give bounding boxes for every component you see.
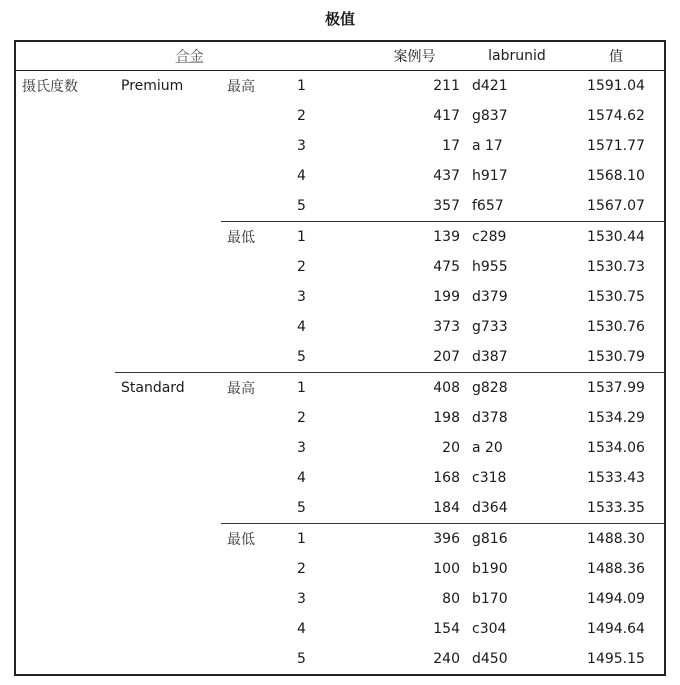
extreme-label: 最高 <box>227 79 255 95</box>
labrunid-cell: d378 <box>472 410 508 426</box>
extreme-label <box>221 554 291 584</box>
group-label <box>115 433 221 463</box>
variable-label <box>15 554 115 584</box>
labrunid-cell: b190 <box>472 561 508 577</box>
value-cell: 1494.64 <box>587 621 645 637</box>
value-cell: 1534.06 <box>587 440 645 456</box>
extreme-label <box>221 342 291 373</box>
extreme-label <box>221 282 291 312</box>
labrunid-cell: a 17 <box>472 138 503 154</box>
header-labrunid: labrunid <box>466 41 568 71</box>
table-row <box>15 403 665 433</box>
rank-cell: 4 <box>297 470 306 486</box>
rank-cell: 4 <box>297 621 306 637</box>
value-cell: 1530.44 <box>568 222 665 253</box>
variable-label <box>15 493 115 524</box>
value-cell: 1567.07 <box>587 198 645 214</box>
table-row <box>15 101 665 131</box>
table-row <box>15 463 665 493</box>
labrunid-cell: g816 <box>466 524 568 555</box>
table-row <box>15 71 665 102</box>
rank-cell: 2 <box>297 561 306 577</box>
extreme-label <box>221 161 291 191</box>
rank-cell: 3 <box>297 289 306 305</box>
case-number-cell: 211 <box>433 78 460 94</box>
rank-cell: 1 <box>291 373 363 404</box>
group-label: Standard <box>115 373 221 404</box>
case-number-cell: 437 <box>433 168 460 184</box>
value-cell: 1530.76 <box>587 319 645 335</box>
labrunid-cell: c289 <box>466 222 568 253</box>
value-cell: 1591.04 <box>587 78 645 94</box>
labrunid-cell: h955 <box>472 259 508 275</box>
value-cell: 1574.62 <box>587 108 645 124</box>
table-row <box>15 614 665 644</box>
table-row <box>15 554 665 584</box>
variable-label <box>15 403 115 433</box>
table-row <box>15 191 665 222</box>
group-label <box>115 524 221 555</box>
group-label <box>115 191 221 222</box>
labrunid-cell: g828 <box>466 373 568 404</box>
labrunid-cell: d379 <box>472 289 508 305</box>
extreme-label: 最高 <box>221 373 291 404</box>
header-row <box>15 41 665 71</box>
value-cell: 1571.77 <box>587 138 645 154</box>
group-label <box>115 403 221 433</box>
table-row <box>15 282 665 312</box>
labrunid-cell: a 20 <box>472 440 503 456</box>
group-label <box>115 614 221 644</box>
header-case-number: 案例号 <box>363 41 466 71</box>
extreme-label: 最低 <box>221 222 291 253</box>
extreme-label <box>221 433 291 463</box>
table-body <box>15 71 665 676</box>
value-cell: 1568.10 <box>587 168 645 184</box>
extreme-label <box>221 131 291 161</box>
group-label <box>115 282 221 312</box>
rank-cell: 1 <box>291 524 363 555</box>
value-cell: 1488.30 <box>568 524 665 555</box>
case-number-cell: 198 <box>433 410 460 426</box>
group-label <box>115 131 221 161</box>
variable-label <box>15 373 115 404</box>
case-number-cell: 139 <box>363 222 466 253</box>
extreme-label <box>221 463 291 493</box>
variable-label <box>15 191 115 222</box>
rank-cell: 2 <box>297 410 306 426</box>
table-row <box>15 433 665 463</box>
variable-label <box>15 282 115 312</box>
group-label <box>115 584 221 614</box>
case-number-cell: 475 <box>433 259 460 275</box>
rank-cell: 5 <box>297 198 306 214</box>
group-label <box>115 493 221 524</box>
variable-label <box>15 222 115 253</box>
variable-label: 摄氏度数 <box>22 79 78 95</box>
labrunid-cell: g837 <box>472 108 508 124</box>
table-row <box>15 312 665 342</box>
extreme-label <box>221 614 291 644</box>
table-row <box>15 584 665 614</box>
group-label <box>115 644 221 675</box>
value-cell: 1530.79 <box>587 349 645 365</box>
case-number-cell: 80 <box>442 591 460 607</box>
extreme-label <box>221 252 291 282</box>
table-row <box>15 252 665 282</box>
value-cell: 1530.75 <box>587 289 645 305</box>
labrunid-cell: g733 <box>472 319 508 335</box>
labrunid-cell: c318 <box>472 470 507 486</box>
case-number-cell: 357 <box>433 198 460 214</box>
group-label <box>115 342 221 373</box>
labrunid-cell: f657 <box>472 198 504 214</box>
group-label <box>115 463 221 493</box>
variable-label <box>15 584 115 614</box>
case-number-cell: 154 <box>433 621 460 637</box>
case-number-cell: 396 <box>363 524 466 555</box>
labrunid-cell: d421 <box>472 78 508 94</box>
extreme-values-table <box>14 40 666 676</box>
case-number-cell: 17 <box>442 138 460 154</box>
rank-cell: 3 <box>297 440 306 456</box>
value-cell: 1533.43 <box>587 470 645 486</box>
variable-label <box>15 161 115 191</box>
variable-label <box>15 342 115 373</box>
extreme-label <box>221 584 291 614</box>
table-row <box>15 493 665 524</box>
variable-label <box>15 614 115 644</box>
table-row <box>15 161 665 191</box>
case-number-cell: 240 <box>433 651 460 667</box>
variable-label <box>15 252 115 282</box>
group-label <box>115 312 221 342</box>
rank-cell: 5 <box>297 651 306 667</box>
labrunid-cell: d450 <box>472 651 508 667</box>
rank-cell: 5 <box>297 349 306 365</box>
header-group-label: 合金 <box>15 41 363 71</box>
group-label <box>115 554 221 584</box>
table-row <box>15 222 665 253</box>
labrunid-cell: h917 <box>472 168 508 184</box>
variable-label <box>15 433 115 463</box>
table-row <box>15 524 665 555</box>
rank-cell: 3 <box>297 138 306 154</box>
group-label <box>115 161 221 191</box>
value-cell: 1534.29 <box>587 410 645 426</box>
value-cell: 1530.73 <box>587 259 645 275</box>
table-row <box>15 342 665 373</box>
value-cell: 1494.09 <box>587 591 645 607</box>
case-number-cell: 184 <box>433 500 460 516</box>
variable-label <box>15 131 115 161</box>
rank-cell: 2 <box>297 108 306 124</box>
group-label <box>115 252 221 282</box>
group-label <box>115 222 221 253</box>
case-number-cell: 373 <box>433 319 460 335</box>
rank-cell: 3 <box>297 591 306 607</box>
extreme-label <box>221 403 291 433</box>
rank-cell: 1 <box>291 222 363 253</box>
header-value: 值 <box>568 41 665 71</box>
variable-label <box>15 524 115 555</box>
extreme-label <box>221 101 291 131</box>
extreme-label: 最低 <box>221 524 291 555</box>
case-number-cell: 20 <box>442 440 460 456</box>
extreme-label <box>221 312 291 342</box>
variable-label <box>15 101 115 131</box>
table-row <box>15 131 665 161</box>
labrunid-cell: c304 <box>472 621 507 637</box>
extreme-label <box>221 493 291 524</box>
group-label <box>115 101 221 131</box>
rank-cell: 5 <box>297 500 306 516</box>
extreme-label <box>221 191 291 222</box>
labrunid-cell: b170 <box>472 591 508 607</box>
labrunid-cell: d387 <box>472 349 508 365</box>
extreme-label <box>221 644 291 675</box>
variable-label <box>15 644 115 675</box>
variable-label <box>15 463 115 493</box>
labrunid-cell: d364 <box>472 500 508 516</box>
value-cell: 1533.35 <box>587 500 645 516</box>
table-row <box>15 644 665 675</box>
value-cell: 1488.36 <box>587 561 645 577</box>
variable-label <box>15 312 115 342</box>
group-label: Premium <box>121 78 184 94</box>
table-row <box>15 373 665 404</box>
value-cell: 1537.99 <box>568 373 665 404</box>
rank-cell: 2 <box>297 259 306 275</box>
case-number-cell: 417 <box>433 108 460 124</box>
case-number-cell: 168 <box>433 470 460 486</box>
case-number-cell: 100 <box>433 561 460 577</box>
rank-cell: 4 <box>297 168 306 184</box>
case-number-cell: 408 <box>363 373 466 404</box>
rank-cell: 1 <box>297 78 306 94</box>
rank-cell: 4 <box>297 319 306 335</box>
table-title: 极值 <box>324 10 355 28</box>
case-number-cell: 207 <box>433 349 460 365</box>
value-cell: 1495.15 <box>587 651 645 667</box>
case-number-cell: 199 <box>433 289 460 305</box>
